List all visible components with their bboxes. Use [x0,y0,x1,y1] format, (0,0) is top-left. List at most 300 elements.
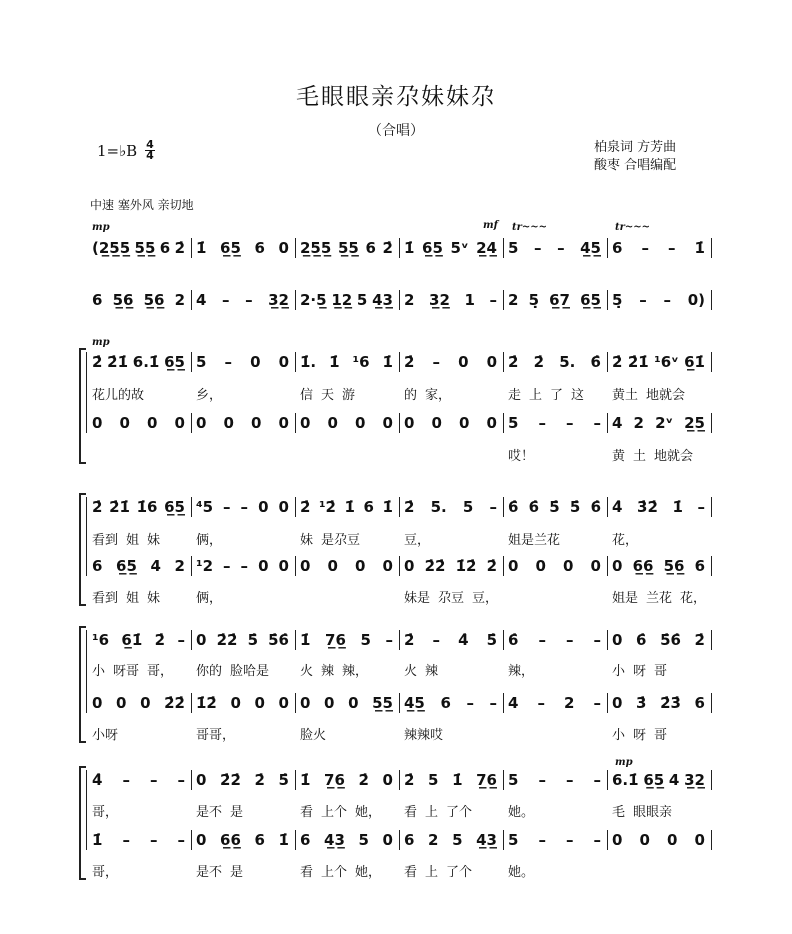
lyric-measure [608,860,712,880]
note: 5̇6̇ [268,631,289,649]
lyric: 地就会 [646,387,686,403]
note: 1̇ [278,831,289,849]
note: 6 [363,498,374,516]
note: 2̇ [382,239,393,257]
note: 6̲5̲ [164,353,185,371]
lyric: 走 [508,387,522,403]
measure [192,830,296,850]
note: 2̇ [92,498,103,516]
lyric: 尕豆 [438,590,465,606]
lyric: 火 [300,663,314,679]
note: 7̲6̲ [324,771,345,789]
upper-voice [88,352,712,372]
dynamic-mf: mf [483,220,498,231]
note: 6 [612,239,623,257]
note: 2̇ [254,771,265,789]
note: 1̇ [672,498,683,516]
note: – [639,291,647,309]
measure [608,556,712,576]
note: 5 [358,831,369,849]
measure [296,630,400,650]
lyric: 小 [92,663,106,679]
lyric-measure [296,800,400,820]
note: – [224,353,232,371]
measure [400,630,504,650]
note: 5 [196,353,207,371]
measure [88,352,192,372]
note: 1̇ [694,239,705,257]
note: – [565,831,574,849]
measure [504,693,608,713]
note: 0 [278,557,289,575]
lyric-measure [504,444,608,464]
lyric: 这 [571,387,585,403]
lyric: 看 [404,804,418,820]
note: – [245,291,253,309]
note: – [593,414,601,432]
lyric: 游 [342,387,356,403]
note: – [149,831,158,849]
lyric: 看到 [92,590,119,606]
note: 6̲5̲ [580,291,601,309]
note: 5̲5̲ [134,239,156,257]
lyric: 她。 [508,864,535,880]
note: 0 [563,557,574,575]
note: 6.1̇ [612,771,639,789]
note: 0 [230,694,241,712]
lyric: 了个 [446,804,473,820]
note: 4̇ [612,498,623,516]
lyric: 是 [230,864,244,880]
lyric: 是尕豆 [321,532,361,548]
note: 6̲7̲ [549,291,570,309]
note: – [538,414,546,432]
upper-voice [88,770,712,790]
note: 6̇ [636,631,647,649]
note: – [177,631,185,649]
note: – [489,694,497,712]
note: 0 [667,831,678,849]
measure [192,770,296,790]
lyric-measure [400,528,504,548]
lyric: 上个 [321,864,348,880]
note: 0 [348,694,359,712]
note: 7̲6̲ [476,771,497,789]
note: 0 [278,498,289,516]
lyric: 呀 [633,663,647,679]
note: 0 [355,557,366,575]
measure [296,693,400,713]
credit-lyrics-music: 柏泉词 方芳曲 [594,140,677,155]
note: 6 [254,239,265,257]
lyric: 家， [425,387,452,403]
note: 0 [535,557,546,575]
lyric: 哎！ [508,448,535,464]
note: – [565,631,574,649]
note: 0 [258,498,269,516]
lyric-measure [192,383,296,403]
note: 5̇ [549,498,560,516]
note: 0 [508,557,519,575]
note: 6̲5̲ [164,498,185,516]
system-bracket [79,493,86,606]
note: 2̇2̇ [424,557,446,575]
note: – [177,831,185,849]
time-top: 4 [146,138,154,151]
lyric: 眼眼亲 [633,804,673,820]
note: 1̇ [329,353,340,371]
note: 0 [612,631,623,649]
note: 6̇ [508,498,519,516]
note: 1̇ [382,498,393,516]
time-bottom: 4 [146,149,154,162]
note: – [537,694,545,712]
system-start-barline [86,497,87,576]
note: – [223,498,231,516]
note: 3̲2̲ [684,771,705,789]
lyric: 妹 [147,532,161,548]
credit-arrangement: 酸枣 合唱编配 [594,158,677,173]
lower-voice [88,556,712,576]
lyric: 看 [300,804,314,820]
lyric: 豆， [404,532,431,548]
note: – [489,498,497,516]
measure [296,352,400,372]
measure [296,556,400,576]
lyric: 花儿的故 [92,387,145,403]
measure [400,830,504,850]
measure [608,693,712,713]
lyric: 地就会 [654,448,694,464]
measure [88,830,192,850]
note: – [663,291,671,309]
measure [400,352,504,372]
note: 0 [278,694,289,712]
note: 5̣ [528,291,539,309]
measure [88,497,192,517]
lyric: 小 [612,663,626,679]
measure [608,770,712,790]
lyric-measure [504,723,608,743]
lower-lyrics [88,444,712,464]
note: 2̲4̲ [476,239,497,257]
lyric-measure [400,723,504,743]
measure [192,290,296,310]
note: ⁴5 [196,498,214,516]
note: – [668,239,676,257]
note: 0 [382,831,393,849]
song-title: 毛眼眼亲尕妹妹尕 [296,84,496,110]
lyric-measure [504,860,608,880]
note: 6 [694,557,705,575]
lyric: 哥， [147,663,174,679]
measure [296,413,400,433]
note: 0 [119,414,130,432]
lyric: 豆， [472,590,499,606]
lyric-measure [296,528,400,548]
measure [192,238,296,258]
note: 2̇ [92,353,103,371]
note: – [534,239,542,257]
lyric-measure [608,659,712,679]
lyric-measure [608,586,712,606]
note: 5̇ [247,631,258,649]
lyric: 俩， [196,590,223,606]
note: 0 [196,771,207,789]
note: 2̇ [154,631,166,649]
lyric: 呀哥 [113,663,140,679]
note: 2̲5̲5̲ [300,239,332,257]
lyric-measure [608,528,712,548]
note: 2̇ [486,557,497,575]
note: – [240,498,249,516]
note: 0 [612,557,623,575]
note: 5̲6̲ [112,291,134,309]
note: 0 [278,414,289,432]
note: 2̇ [612,353,623,371]
measure [296,497,400,517]
note: 4 [612,414,623,432]
note: 0 [327,557,338,575]
note: 0) [687,291,705,309]
note: 0 [223,414,234,432]
measure [296,238,400,258]
lyric: 小呀 [92,727,119,743]
lyric: 信 [300,387,314,403]
note: 0 [694,831,705,849]
note: 2̇ [404,498,415,516]
note: (2̲5̲5̲ [92,239,131,257]
lyric: 看到 [92,532,119,548]
lyric-measure [400,383,504,403]
note: – [697,498,705,516]
note: 2 [633,414,644,432]
lyric: 上 [425,864,439,880]
note: 0 [431,414,442,432]
measure [608,290,712,310]
intro-line-1 [88,238,712,258]
note: 5̇ [569,498,581,516]
note: ¹2 [196,557,214,575]
measure [192,413,296,433]
note: 3̇2̇ [637,498,658,516]
measure [192,693,296,713]
lyric-measure [504,528,608,548]
upper-lyrics [88,383,712,403]
note: – [557,239,565,257]
note: – [593,771,601,789]
measure [608,630,712,650]
tempo-marking: 中速 塞外风 亲切地 [90,198,194,212]
lyric: 她。 [508,804,535,820]
note: 5̇6̇ [660,631,681,649]
note: 4̲5̲ [404,694,425,712]
note: 5 [508,239,519,257]
system-bracket [79,348,86,464]
lyric-measure [608,444,712,464]
lower-voice [88,693,712,713]
note: 6 [404,831,415,849]
note: 0 [254,694,265,712]
lyric: 脸哈是 [230,663,270,679]
lyric: 哥哥， [196,727,236,743]
lyric: 乡， [196,387,223,403]
note: 1̇ [382,353,393,371]
note: 5. [559,353,576,371]
measure [400,497,504,517]
note: 2̲5̲ [684,414,705,432]
note: 4̲3̲ [324,831,345,849]
lyric: 上个 [321,804,348,820]
lower-voice [88,413,712,433]
note: 2̇ [300,498,311,516]
lyric-measure [88,723,192,743]
note: 5̲6̲ [143,291,165,309]
measure [88,238,192,258]
lyric: 上 [529,387,543,403]
note: ¹6 [92,631,110,649]
note: 3̲2̲ [429,291,450,309]
measure [400,290,504,310]
lyric-measure [400,586,504,606]
note: – [565,771,574,789]
note: 0 [196,631,207,649]
note: 6 [92,291,103,309]
note: 0 [327,414,338,432]
lyric-measure [192,659,296,679]
note: 1̇ [404,239,415,257]
lyric-measure [192,860,296,880]
lower-lyrics [88,860,712,880]
note: 0 [486,414,497,432]
lyric-measure [192,528,296,548]
note: 5 [462,498,474,516]
measure [504,290,608,310]
measure [88,770,192,790]
lyric-measure [504,383,608,403]
note: 4 [196,291,207,309]
note: 4 [668,771,680,789]
note: – [538,631,546,649]
note: 2̇ [174,239,185,257]
note: 5 [356,291,368,309]
note: 5̇ [486,631,497,649]
note: 2̇ [404,771,415,789]
measure [608,238,712,258]
note: 0 [355,414,366,432]
note: 0 [486,353,497,371]
lyric: 姐是兰花 [508,532,561,548]
note: 3̲2̲ [268,291,289,309]
note: 2̇2̇ [164,694,185,712]
note: – [177,771,185,789]
note: – [593,694,601,712]
lyric-measure [88,659,192,679]
note: 0 [382,557,393,575]
lyric-measure [296,444,400,464]
note: 6̲6̲ [220,831,241,849]
note: 2̇ [533,353,545,371]
note: 6̲5̲ [220,239,241,257]
note: 2 [404,291,415,309]
lyric-measure [400,860,504,880]
note: 5. [430,498,447,516]
lyric-measure [88,528,192,548]
measure [400,693,504,713]
lower-lyrics [88,723,712,743]
lyric: 你的 [196,663,223,679]
lyric: 花， [612,532,639,548]
note: 2̇1̇ [107,353,129,371]
note: 2̇ [358,771,369,789]
lyric-measure [504,659,608,679]
note: 6 [365,239,376,257]
note: 6̲5̲ [422,239,443,257]
note: 0 [92,694,103,712]
note: 0 [300,414,311,432]
measure [296,290,400,310]
lyric-measure [296,723,400,743]
note: 6 [92,557,103,575]
note: 0 [196,414,207,432]
note: 2 [174,291,185,309]
measure [608,497,712,517]
upper-lyrics [88,800,712,820]
lyric-measure [88,383,192,403]
lyric-measure [192,723,296,743]
note: 4̇ [92,771,103,789]
measure [88,693,192,713]
note: 5 [508,771,519,789]
lyric-measure [88,586,192,606]
measure [400,238,504,258]
note: – [385,631,393,649]
note: 1̇ [344,498,355,516]
trill-mark: tr~~~ [512,222,548,233]
measure [504,770,608,790]
note: ¹6ᵛ [654,353,679,371]
lyric-measure [296,860,400,880]
lyric: 看 [404,864,418,880]
measure [400,413,504,433]
upper-voice [88,630,712,650]
intro-line-2 [88,290,712,310]
measure [88,413,192,433]
lyric-measure [88,800,192,820]
note: 2̇2̇ [216,631,238,649]
lyric-measure [88,860,192,880]
note: ¹2̇ [318,498,336,516]
measure [504,630,608,650]
measure [608,352,712,372]
note: 5ᵛ [450,239,469,257]
measure [88,630,192,650]
subtitle: （合唱） [368,123,424,139]
note: 5̲5̲ [337,239,359,257]
lyric: 土 [633,448,647,464]
note: 4̲3̲ [372,291,393,309]
note: 6̇ [590,353,601,371]
measure [192,497,296,517]
note: 5 [508,831,519,849]
lyric-measure [400,659,504,679]
lyric: 是不 [196,864,223,880]
lyric: 花， [680,590,707,606]
measure [400,770,504,790]
note: 1̇ [452,771,463,789]
lyric: 火 [404,663,418,679]
measure [192,352,296,372]
